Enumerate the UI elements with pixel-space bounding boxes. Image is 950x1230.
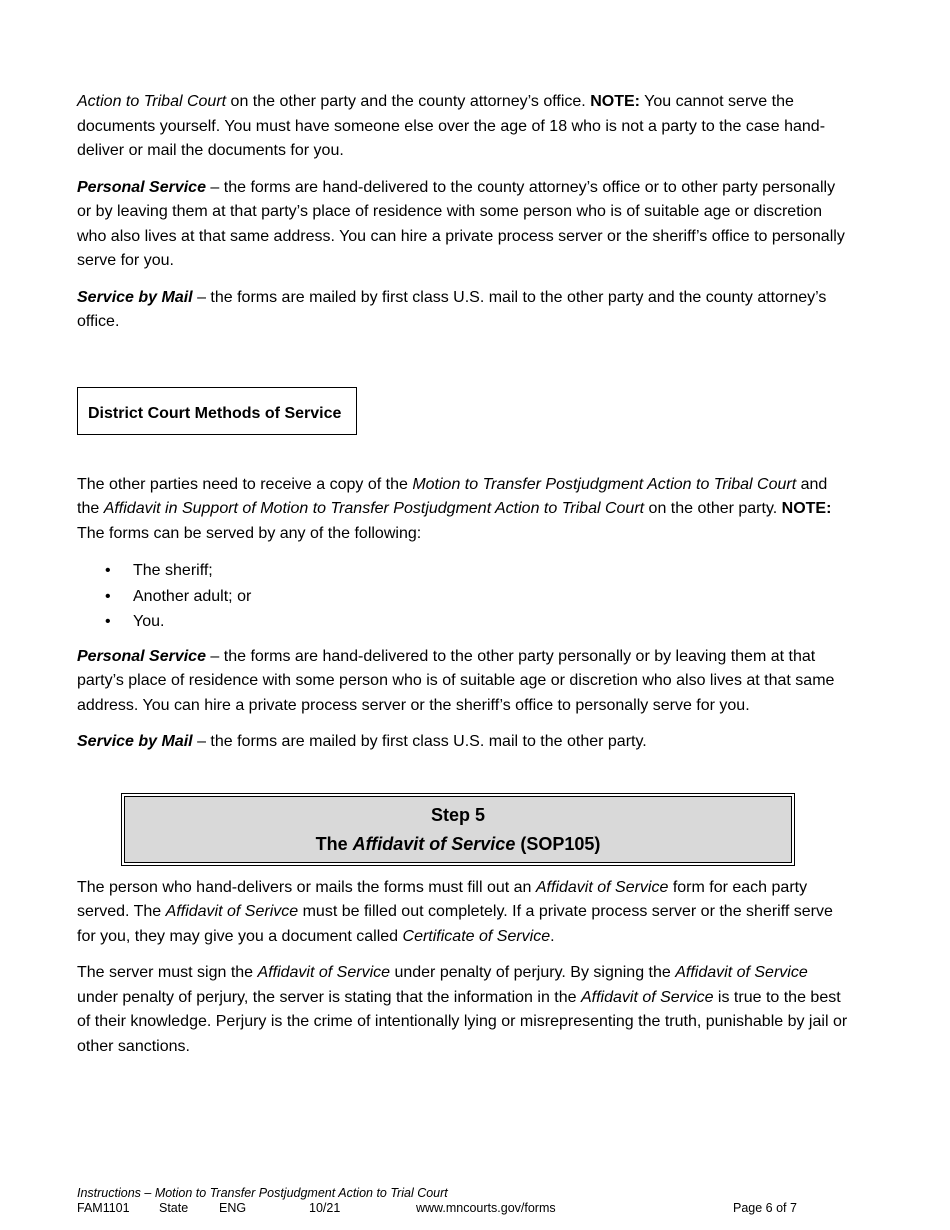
list-item [77, 558, 852, 584]
text-run: Affidavit of Service [535, 878, 669, 896]
text-run: . [550, 927, 555, 945]
tribal-service-by-mail [77, 286, 852, 335]
list-item [77, 609, 852, 635]
text-run: Affidavit of Service [352, 833, 516, 854]
server-options-list [77, 558, 852, 635]
bullet-icon: • [105, 562, 111, 579]
footer-page-number: Page 6 of 7 [733, 1201, 797, 1215]
step-heading-box [121, 793, 795, 866]
text-run: The other parties need to receive a copy of the [77, 475, 413, 493]
text-run: – the forms are mailed by first class U.S. mail to the other party. [192, 733, 647, 750]
footer-doc-title: Instructions – Motion to Transfer Postjudgment Action to Trial Court [77, 1186, 448, 1200]
text-run: form for each party served. The [77, 878, 808, 920]
text-run: – the forms are hand-delivered to the other party personally or by leaving them at that party’s place of residence with some person who is of suitable age or discretion who also lives at that same address. You can hire a private process server or the sheriff’s office to personally serve for you. [77, 647, 835, 714]
text-run: The server must sign the [77, 964, 258, 981]
tribal-personal-service [77, 176, 852, 274]
text-run: The person who hand-delivers or mails the forms must fill out an [77, 878, 536, 896]
text-run: Personal Service [77, 178, 206, 196]
footer-url: www.mncourts.gov/forms [416, 1201, 556, 1215]
list-item-text: You. [133, 613, 165, 630]
text-run: Affidavit of Serivce [165, 903, 299, 920]
text-run: Motion to Transfer Postjudgment Action to Tribal Court [412, 475, 797, 493]
text-run: Certificate of Service [402, 927, 551, 945]
text-run: The [315, 833, 353, 854]
text-run: Service by Mail [77, 288, 193, 306]
text-run: Action to Tribal Court [77, 93, 227, 110]
text-run: on the other party and the county attorney’s office. [226, 93, 591, 110]
bullet-icon: • [105, 587, 111, 605]
text-run: (SOP105) [515, 833, 601, 854]
footer-form-code: FAM1101 [77, 1201, 130, 1215]
text-run: Service by Mail [77, 733, 193, 750]
text-run: is true to the best of their knowledge. Perjury is the crime of intentionally lying or misrepresenting the truth, punishable by jail or other sanctions. [77, 988, 848, 1055]
text-run: Affidavit in Support of Motion to Transfer Postjudgment Action to Tribal Court [103, 500, 645, 517]
text-run: Affidavit of Service [675, 964, 808, 981]
list-item [77, 584, 852, 610]
affidavit-instructions [77, 876, 852, 950]
text-run: Affidavit of Service [580, 988, 714, 1006]
text-run: The forms can be served by any of the following: [77, 524, 422, 542]
district-service-by-mail [77, 730, 852, 755]
text-run: and the [77, 475, 828, 517]
bullet-icon: • [105, 613, 111, 630]
footer-language: ENG [219, 1201, 247, 1215]
step-number: Step 5 [430, 804, 486, 825]
text-run: under penalty of perjury, the server is stating that the information in the [77, 988, 581, 1006]
list-item-text: The sheriff; [133, 562, 213, 579]
text-run: You cannot serve the documents yourself. You must have someone else over the age of 18 who is not a party to the case hand-deliver or mail the documents for you. [77, 93, 826, 159]
text-run: NOTE: [781, 500, 832, 517]
district-service-intro [77, 473, 852, 547]
document-body [77, 90, 852, 1071]
footer-revision: 10/21 [309, 1201, 341, 1215]
affidavit-perjury-note [77, 961, 852, 1059]
page-footer [77, 1186, 837, 1216]
footer-meta-row [77, 1201, 837, 1216]
text-run: under penalty of perjury. By signing the [390, 964, 676, 981]
list-item-text: Another adult; or [133, 587, 252, 605]
footer-jurisdiction: State [159, 1201, 189, 1215]
tribal-service-note [77, 90, 852, 164]
text-run: must be filled out completely. If a private process server or the sheriff serve for you, they may give you a document called [77, 903, 833, 945]
text-run: – the forms are hand-delivered to the county attorney’s office or to other party personally or by leaving them at that party’s place of residence with some person who is of suitable age or discretion who also lives at that same address. You can hire a private process server or the sheriff’s office to personally serve for you. [77, 178, 845, 269]
district-court-heading: District Court Methods of Service [77, 387, 357, 435]
text-run: – the forms are mailed by first class U.S. mail to the other party and the county attorney’s office. [77, 288, 827, 330]
step-subtitle [125, 830, 791, 859]
text-run: Personal Service [77, 647, 206, 665]
district-personal-service [77, 645, 852, 719]
text-run: on the other party. [644, 500, 782, 517]
step-heading-inner [124, 796, 792, 863]
text-run: Affidavit of Service [257, 964, 391, 981]
text-run: NOTE: [590, 93, 640, 110]
